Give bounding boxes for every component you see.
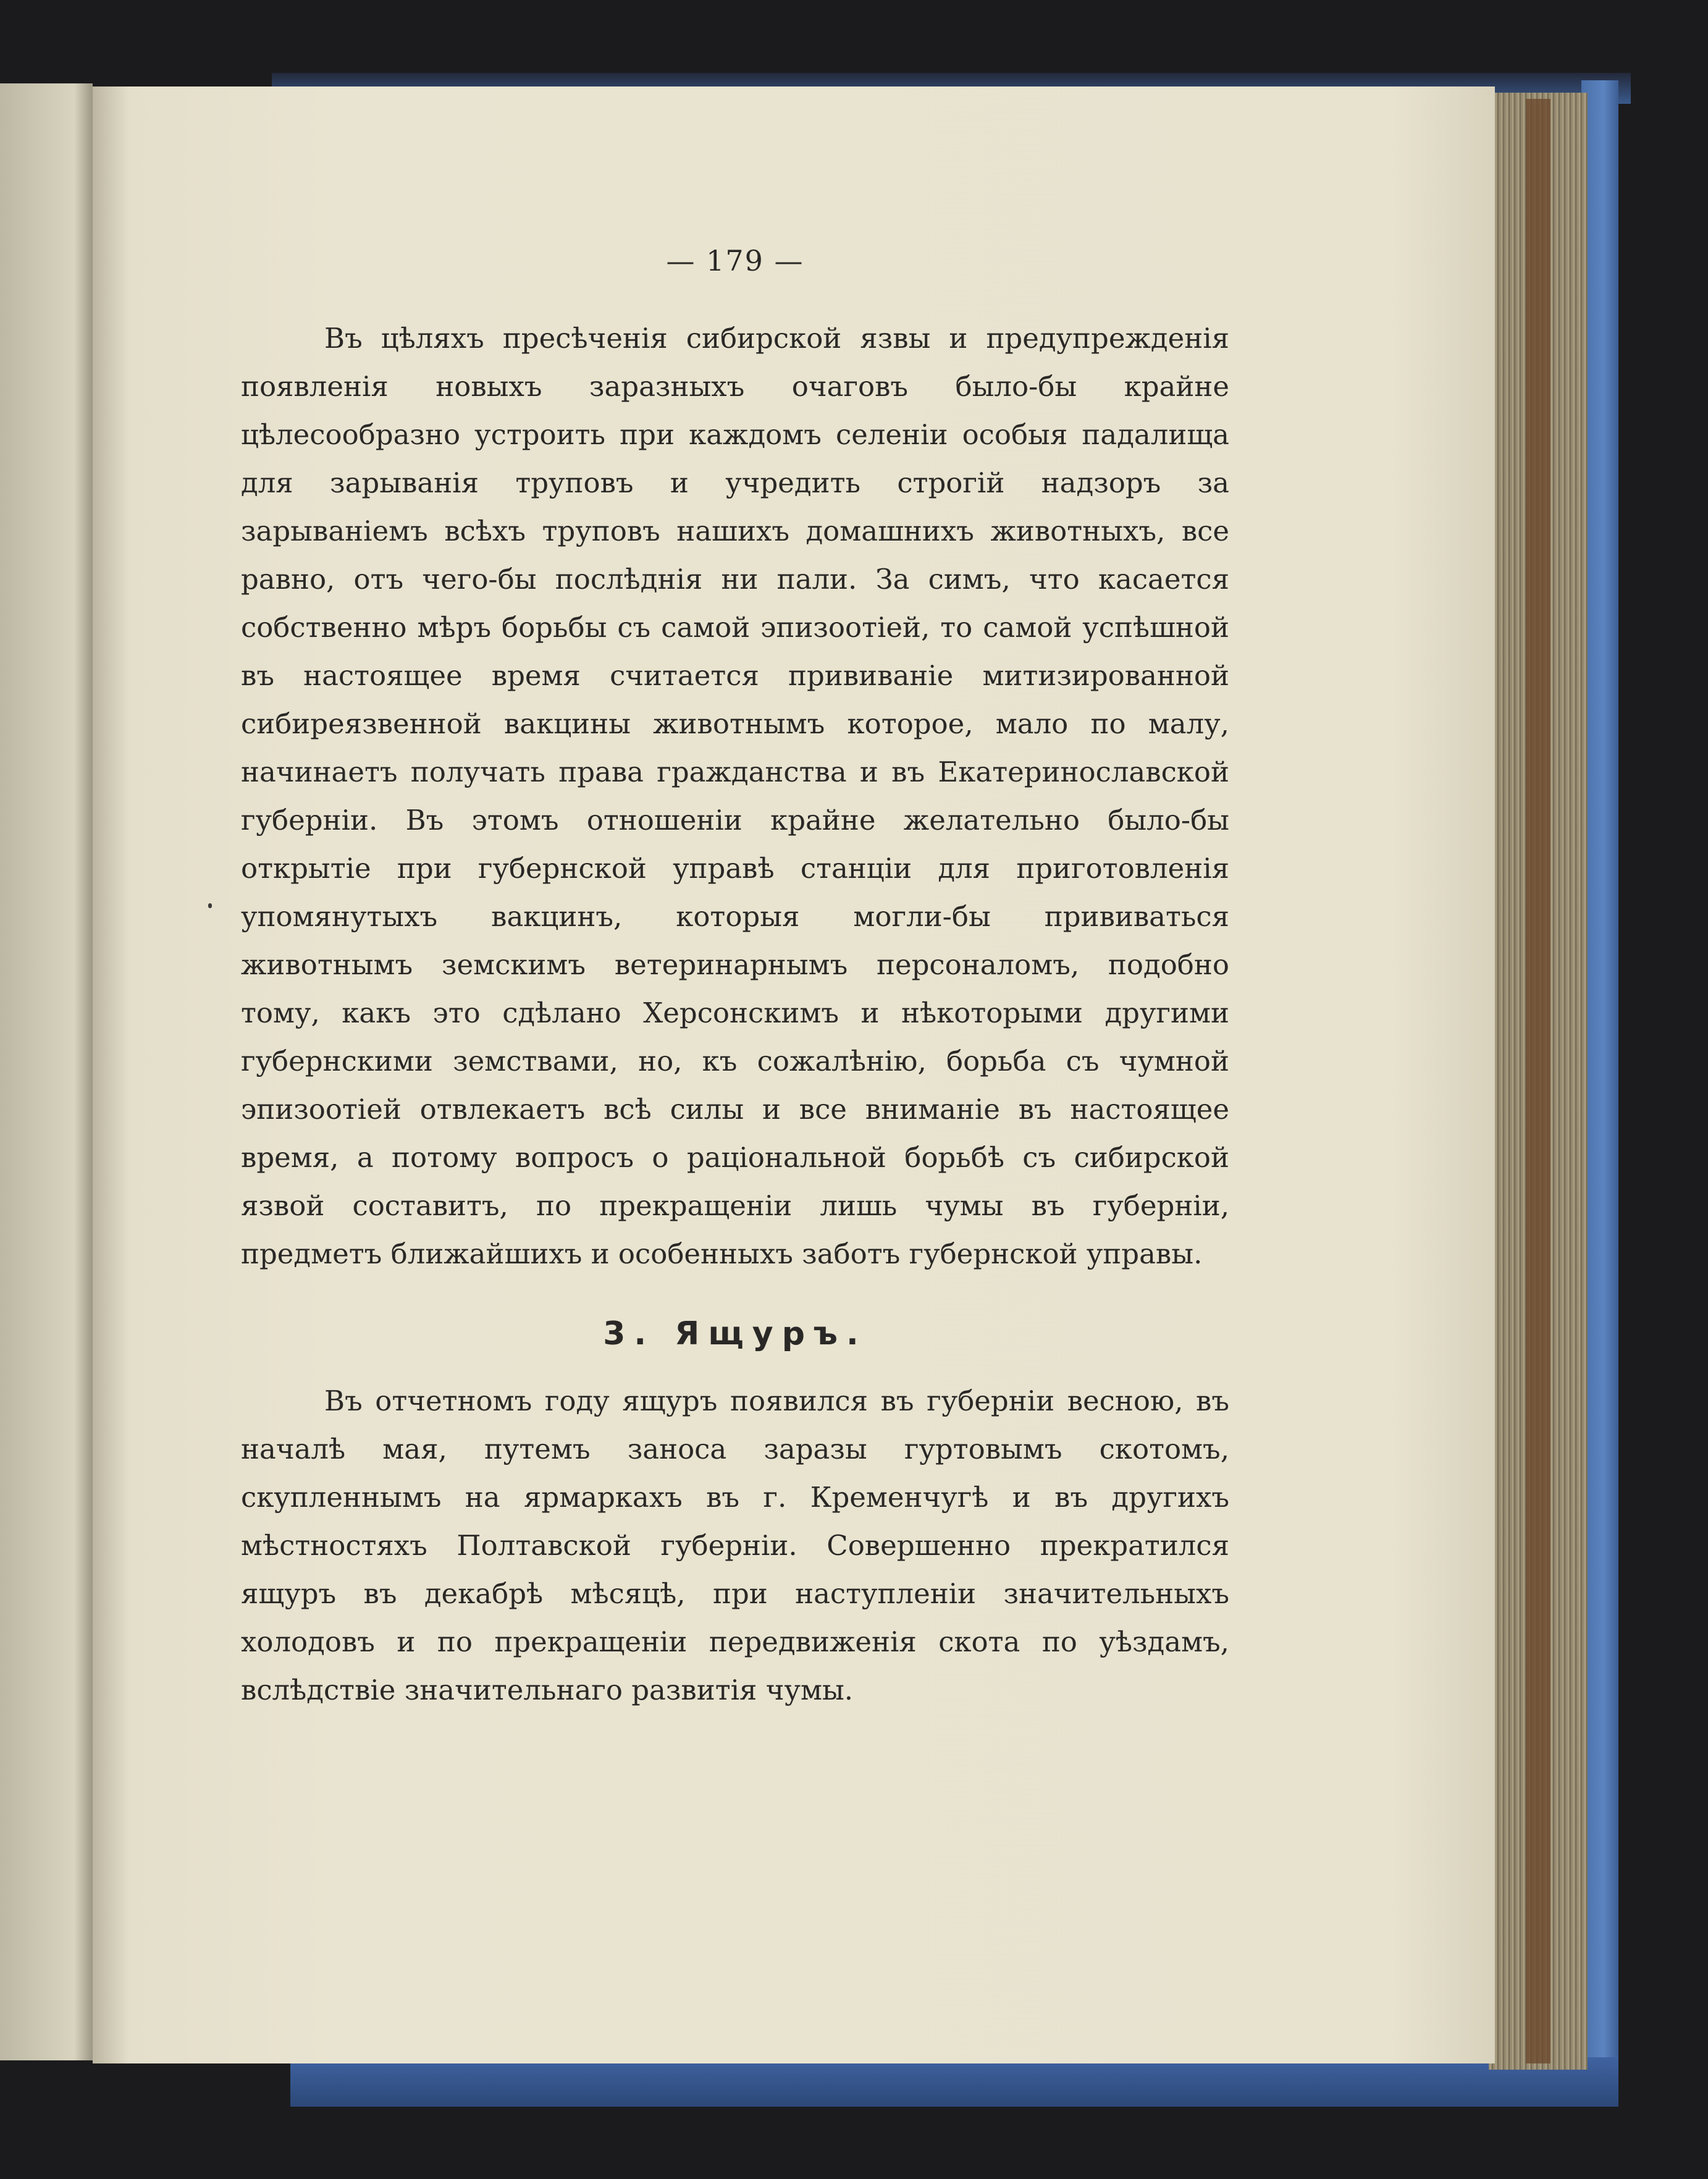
facing-page-edge <box>0 83 93 2060</box>
ink-speck <box>208 903 212 908</box>
page-edge-shadow <box>1526 99 1550 2063</box>
section-heading: 3. Ящуръ. <box>603 1315 867 1352</box>
paragraph-anthrax: Въ цѣляхъ пресѣченія сибирской язвы и предупрежденія появленія новыхъ заразныхъ очаговъ было-бы крайне цѣлесообразно устроить при каждомъ селеніи особыя падалища для зарыванія труповъ и учредить строгій надзоръ за зарываніемъ всѣхъ труповъ нашихъ домашнихъ животныхъ, все равно, отъ чего-бы послѣднія ни пали. За симъ, что касается собственно мѣръ борьбы съ самой эпизоотіей, то самой успѣшной въ настоящее время считается прививаніе митизированной сибиреязвенной вакцины животнымъ которое, мало по малу, начинаетъ получать права гражданства и въ Екатеринославской губерніи. Въ этомъ отношеніи крайне желательно было-бы открытіе при губернской управѣ станціи для приготовленія упомянутыхъ вакцинъ, которыя могли-бы прививаться животнымъ земскимъ ветеринарнымъ персоналомъ, подобно тому, какъ это сдѣлано Херсонскимъ и нѣкоторыми другими губернскими земствами, но, къ сожалѣнію, борьба съ чумной эпизоотіей отвлекаетъ всѣ силы и все вниманіе въ настоящее время, а потому вопросъ о раціональной борьбѣ съ сибирской язвой составитъ, по прекращеніи лишь чумы въ губерніи, предметъ ближайшихъ и особенныхъ заботъ губернской управы. <box>241 322 1229 1270</box>
paragraph-foot-and-mouth: Въ отчетномъ году ящуръ появился въ губерніи весною, въ началѣ мая, путемъ заноса заразы гуртовымъ скотомъ, скупленнымъ на ярмаркахъ въ г. Кременчугѣ и въ другихъ мѣстностяхъ Полтавской губерніи. Совершенно прекратился ящуръ въ декабрѣ мѣсяцѣ, при наступленіи значительныхъ холодовъ и по прекращеніи передвиженія скота по уѣздамъ, вслѣдствіе значительнаго развитія чумы. <box>241 1385 1229 1706</box>
page-content <box>241 244 1229 1714</box>
book-cover-bottom <box>290 2057 1618 2107</box>
page-number: — 179 — <box>666 244 804 277</box>
